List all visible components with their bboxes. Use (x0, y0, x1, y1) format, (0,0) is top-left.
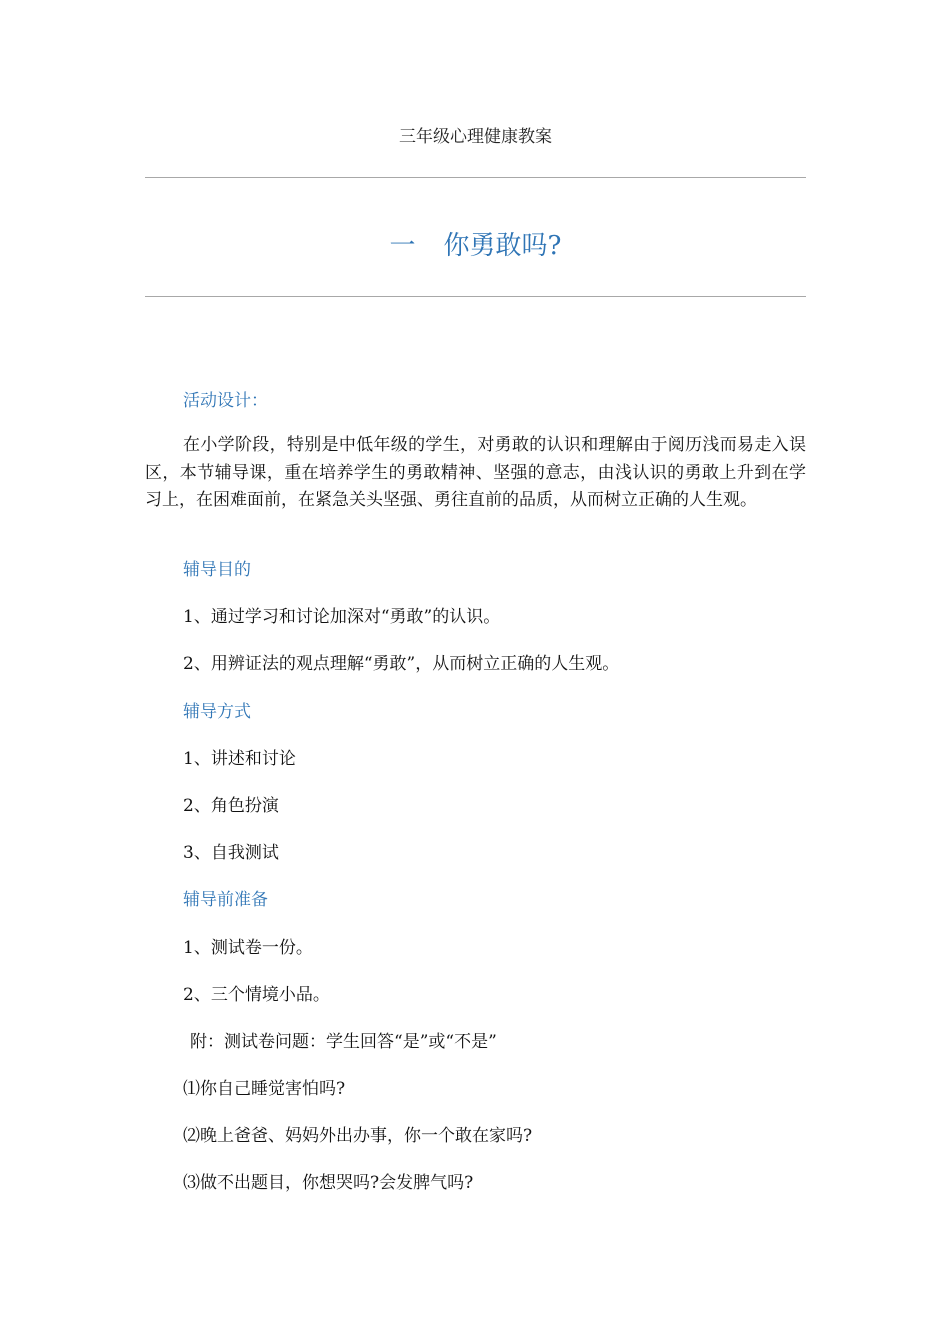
appendix-question-3: ⑶做不出题目，你想哭吗?会发脾气吗? (183, 1173, 474, 1193)
chapter-number: 一 (389, 231, 416, 261)
section-heading-goals: 辅导目的 (183, 560, 251, 580)
preparation-item-1: 1、测试卷一份。 (183, 938, 313, 958)
section-heading-preparation: 辅导前准备 (183, 890, 268, 910)
goal-item-2: 2、用辨证法的观点理解“勇敢”，从而树立正确的人生观。 (183, 654, 620, 674)
section-heading-activity-design: 活动设计： (183, 391, 268, 411)
chapter-title (145, 226, 806, 266)
appendix-question-1: ⑴你自己睡觉害怕吗? (183, 1079, 346, 1099)
method-item-2: 2、角色扮演 (183, 796, 279, 816)
chapter-title-text: 你勇敢吗? (443, 231, 562, 261)
header-divider-top (145, 177, 806, 178)
method-item-3: 3、自我测试 (183, 843, 279, 863)
goal-item-1: 1、通过学习和讨论加深对“勇敢”的认识。 (183, 607, 501, 627)
method-item-1: 1、讲述和讨论 (183, 749, 296, 769)
section-heading-methods: 辅导方式 (183, 702, 251, 722)
appendix-intro: 附：测试卷问题：学生回答“是”或“不是” (190, 1032, 497, 1052)
appendix-question-2: ⑵晚上爸爸、妈妈外出办事，你一个敢在家吗? (183, 1126, 533, 1146)
header-divider-bottom (145, 296, 806, 297)
document-header: 三年级心理健康教案 (399, 127, 552, 147)
activity-design-paragraph: 在小学阶段，特别是中低年级的学生，对勇敢的认识和理解由于阅历浅而易走入误区，本节辅导课，重在培养学生的勇敢精神、坚强的意志，由浅认识的勇敢上升到在学习上，在困难面前，在紧急关头坚强、勇往直前的品质，从而树立正确的人生观。 (145, 435, 806, 510)
preparation-item-2: 2、三个情境小品。 (183, 985, 330, 1005)
